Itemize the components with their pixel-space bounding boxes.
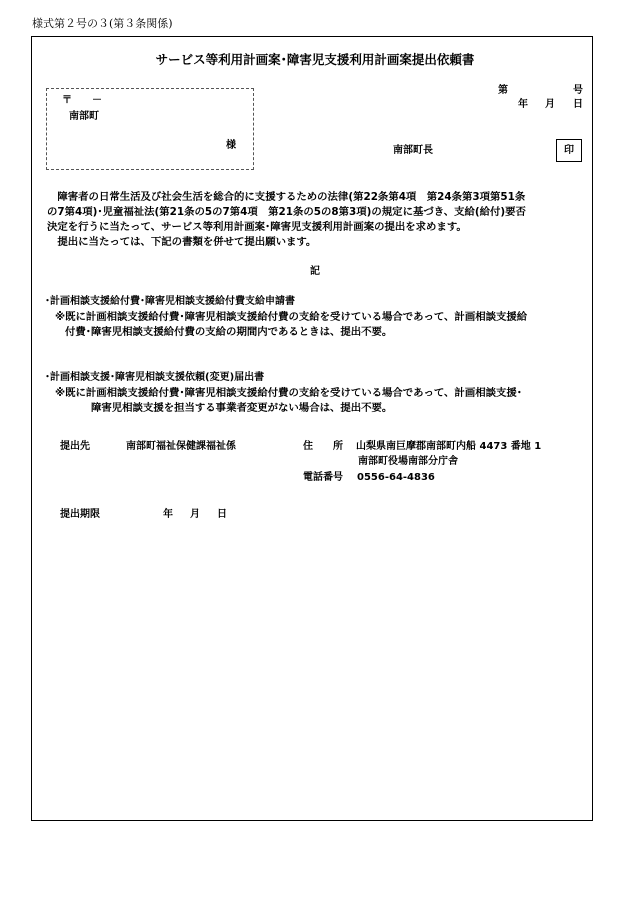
date-month-label: 月: [545, 99, 555, 110]
address-line: 山梨県南巨摩郡南部町内船 4473 番地 1: [356, 441, 542, 452]
recipient-town: 南部町: [69, 111, 99, 122]
item-note-line: 付費･障害児相談支援給付費の支給の期間内であるときは、提出不要。: [65, 326, 393, 338]
deadline-month: 月: [190, 509, 200, 520]
body-line: 障害者の日常生活及び社会生活を総合的に支援するための法律(第22条第4項 第24条第3項第51条: [47, 191, 526, 203]
item-note-line: 障害児相談支援を担当する事業者変更がない場合は、提出不要。: [91, 402, 393, 414]
address-label: 住 所: [303, 441, 343, 452]
deadline-label: 提出期限: [60, 509, 100, 520]
recipient-sama: 様: [226, 140, 236, 151]
phone-number: 0556-64-4836: [357, 472, 435, 483]
number-go-label: 号: [573, 85, 583, 96]
item-heading: ･計画相談支援･障害児相談支援依頼(変更)届出書: [45, 372, 265, 383]
date-year-label: 年: [518, 99, 528, 110]
postal-code-label: 〒 －: [62, 95, 102, 106]
date-day-label: 日: [573, 99, 583, 110]
body-line: 提出に当たっては、下記の書類を併せて提出願います。: [47, 236, 317, 248]
submission-label: 提出先: [60, 441, 90, 452]
item-heading: ･計画相談支援給付費･障害児相談支援給付費支給申請書: [45, 296, 295, 307]
item-note-line: ※既に計画相談支援給付費･障害児相談支援給付費の支給を受けている場合であって、計画相談支援･: [55, 387, 522, 399]
document-title: サービス等利用計画案･障害児支援利用計画案提出依頼書: [155, 52, 475, 67]
number-dai-label: 第: [498, 85, 508, 96]
body-line: 決定を行うに当たって、サービス等利用計画案･障害児支援利用計画案の提出を求めます。: [47, 221, 467, 233]
deadline-year: 年: [163, 509, 173, 520]
body-line: の7第4項)･児童福祉法(第21条の5の7第4項 第21条の5の8第3項)の規定に基づき、支給(給付)要否: [47, 206, 526, 218]
phone-label: 電話番号: [303, 472, 343, 483]
issuer-name: 南部町長: [393, 145, 433, 156]
seal-stamp: 印: [556, 139, 582, 162]
deadline-day: 日: [217, 509, 227, 520]
submission-office: 南部町福祉保健課福祉係: [126, 441, 236, 452]
ki-heading: 記: [310, 266, 320, 277]
item-note-line: ※既に計画相談支援給付費･障害児相談支援給付費の支給を受けている場合であって、計画相談支援給: [55, 311, 528, 323]
form-number-label: 様式第２号の３(第３条関係): [32, 17, 173, 30]
address-line: 南部町役場南部分庁舎: [358, 456, 458, 467]
